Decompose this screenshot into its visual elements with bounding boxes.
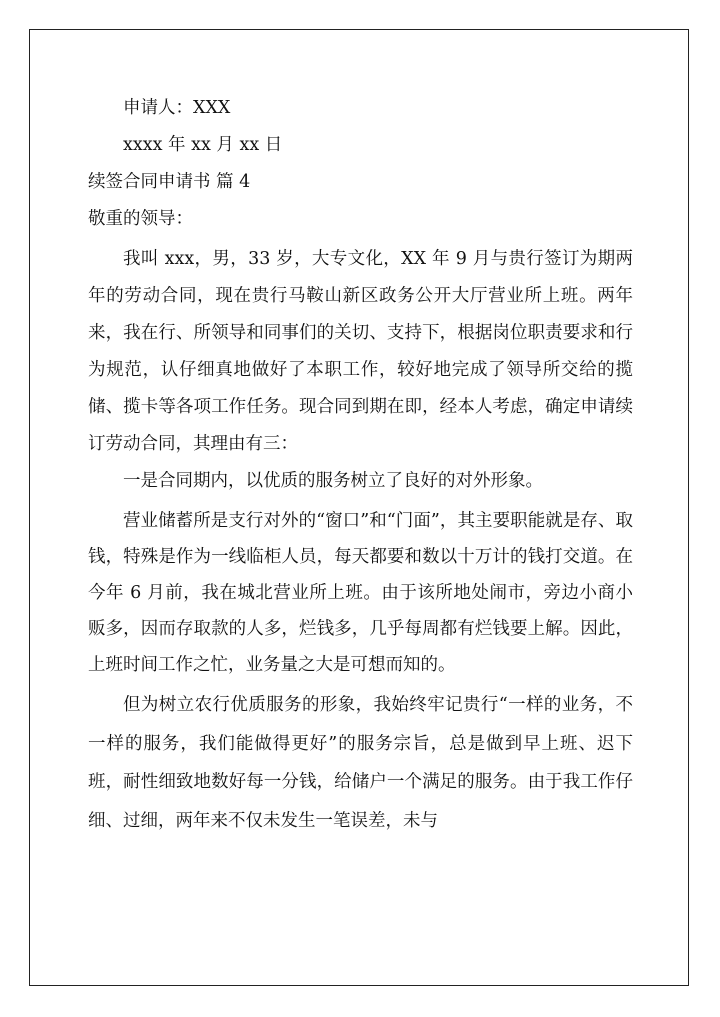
date-line: xxxx 年 xx 月 xx 日 bbox=[123, 135, 283, 155]
salutation: 敬重的领导： bbox=[88, 209, 193, 229]
document-body bbox=[88, 90, 633, 840]
paragraph-point-one: 一是合同期内，以优质的服务树立了良好的对外形象。 bbox=[123, 471, 543, 491]
paragraph-service-window: 营业储蓄所是支行对外的“窗口”和“门面”，其主要职能就是存、取钱，特殊是作为一线临柜人员，每天都要和数以十万计的钱打交道。在今年 6 月前，我在城北营业所上班。由于该所地处闹市，旁边小商小贩多，因而存取款的人多，烂钱多，几乎每周都有烂钱要上解。因此，上班时间工作之忙，业务量之大是可想而知的。 bbox=[88, 511, 633, 675]
section-title: 续签合同申请书 篇 4 bbox=[88, 172, 251, 192]
paragraph-intro: 我叫 xxx，男，33 岁，大专文化，XX 年 9 月与贵行签订为期两年的劳动合同，现在贵行马鞍山新区政务公开大厅营业所上班。两年来，我在行、所领导和同事们的关切、支持下，根据岗位职责要求和行为规范，认仔细真地做好了本职工作，较好地完成了领导所交给的揽储、揽卡等各项工作任务。现合同到期在即，经本人考虑，确定申请续订劳动合同，其理由有三： bbox=[88, 249, 633, 454]
applicant-line: 申请人：XXX bbox=[123, 98, 231, 118]
paragraph-service-image: 但为树立农行优质服务的形象，我始终牢记贵行“一样的业务，不一样的服务，我们能做得更好”的服务宗旨，总是做到早上班、迟下班，耐性细致地数好每一分钱，给储户一个满足的服务。由于我工作仔细、过细，两年来不仅未发生一笔误差，未与 bbox=[88, 695, 633, 831]
